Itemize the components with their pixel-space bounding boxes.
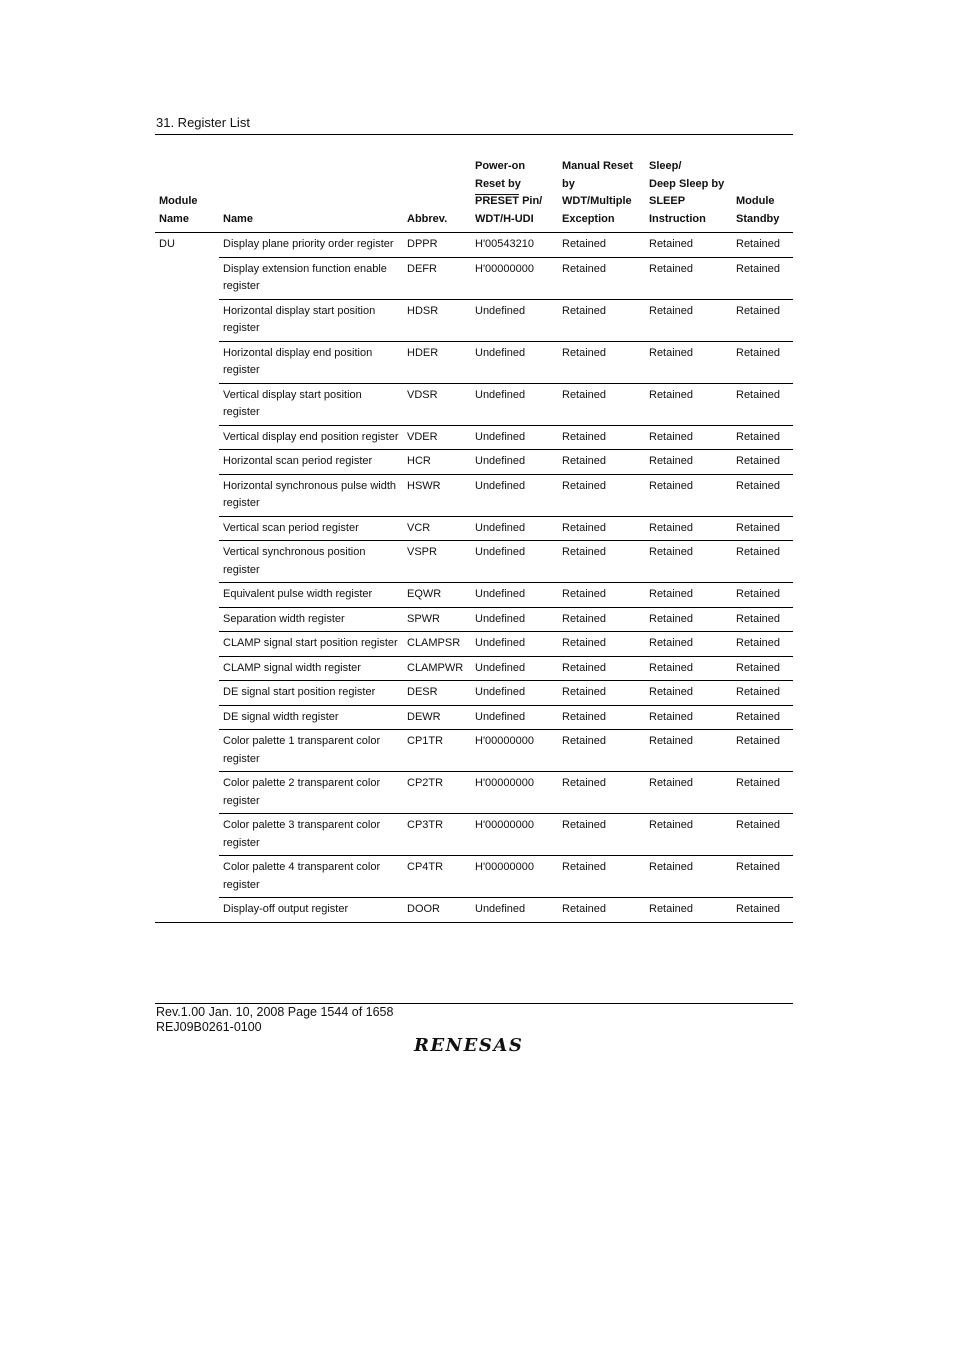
cell-module [155,705,219,730]
cell-manual-reset: Retained [558,730,645,772]
cell-module [155,257,219,299]
cell-abbrev: HCR [403,450,471,475]
table-row [155,516,793,541]
cell-sleep: Retained [645,607,732,632]
cell-module [155,383,219,425]
cell-power-on-reset: Undefined [471,583,558,608]
cell-name: CLAMP signal width register [219,656,403,681]
cell-name: DE signal width register [219,705,403,730]
cell-abbrev: DEFR [403,257,471,299]
cell-module-standby: Retained [732,730,793,772]
cell-sleep: Retained [645,474,732,516]
cell-module-standby: Retained [732,474,793,516]
table-row [155,341,793,383]
header-manual-reset: Manual Reset by WDT/Multiple Exception [558,158,645,233]
cell-sleep: Retained [645,730,732,772]
cell-module-standby: Retained [732,299,793,341]
cell-module [155,856,219,898]
cell-module [155,656,219,681]
cell-power-on-reset: Undefined [471,474,558,516]
cell-module: DU [159,238,175,250]
cell-abbrev: VCR [403,516,471,541]
cell-manual-reset: Retained [558,856,645,898]
cell-manual-reset: Retained [558,516,645,541]
table-row [155,607,793,632]
cell-manual-reset: Retained [558,383,645,425]
cell-sleep: Retained [645,632,732,657]
cell-sleep: Retained [645,541,732,583]
cell-abbrev: DOOR [403,898,471,923]
cell-power-on-reset: Undefined [471,681,558,706]
cell-abbrev: HSWR [403,474,471,516]
cell-abbrev: VDSR [403,383,471,425]
footer-revision: Rev.1.00 Jan. 10, 2008 Page 1544 of 1658 [156,1005,394,1019]
section-header [155,114,793,135]
cell-module-standby: Retained [732,233,793,258]
cell-name: Equivalent pulse width register [219,583,403,608]
cell-module [155,730,219,772]
cell-module [155,425,219,450]
cell-abbrev: EQWR [403,583,471,608]
register-table [155,158,793,923]
cell-power-on-reset: Undefined [471,898,558,923]
cell-name: Color palette 1 transparent color register [219,730,403,772]
renesas-logo-mark [412,1033,542,1057]
cell-module-standby: Retained [732,383,793,425]
cell-power-on-reset: Undefined [471,425,558,450]
cell-abbrev: CLAMPWR [403,656,471,681]
cell-name: Vertical display end position register [219,425,403,450]
cell-abbrev: VSPR [403,541,471,583]
cell-power-on-reset: H'00000000 [471,257,558,299]
cell-abbrev: CP2TR [403,772,471,814]
cell-name: DE signal start position register [219,681,403,706]
header-sleep: Sleep/ Deep Sleep by SLEEP Instruction [645,158,732,233]
table-row [155,856,793,898]
cell-power-on-reset: Undefined [471,705,558,730]
cell-manual-reset: Retained [558,474,645,516]
cell-module-standby: Retained [732,257,793,299]
cell-module [155,541,219,583]
cell-module [155,632,219,657]
table-row [155,299,793,341]
table-header-row [155,158,793,233]
cell-module [155,474,219,516]
table-row [155,681,793,706]
cell-sleep: Retained [645,299,732,341]
cell-name: Vertical display start position register [219,383,403,425]
table-row [155,705,793,730]
cell-power-on-reset: H'00543210 [471,233,558,258]
cell-module-standby: Retained [732,814,793,856]
cell-sleep: Retained [645,257,732,299]
cell-manual-reset: Retained [558,681,645,706]
header-module-name: Module Name [155,158,219,233]
table-row [155,632,793,657]
cell-module [155,516,219,541]
cell-power-on-reset: Undefined [471,516,558,541]
cell-name: Display-off output register [219,898,403,923]
cell-sleep: Retained [645,681,732,706]
header-power-on-reset: Power-on Reset by PRESET Pin/ WDT/H-UDI [471,158,558,233]
cell-name: Color palette 4 transparent color register [219,856,403,898]
cell-abbrev: CP3TR [403,814,471,856]
cell-power-on-reset: Undefined [471,632,558,657]
renesas-logo [412,1033,542,1057]
table-row [155,425,793,450]
cell-name: Vertical scan period register [219,516,403,541]
table-row [155,730,793,772]
header-module-standby: Module Standby [732,158,793,233]
cell-sleep: Retained [645,898,732,923]
cell-abbrev: CP4TR [403,856,471,898]
cell-module-standby: Retained [732,516,793,541]
cell-manual-reset: Retained [558,450,645,475]
cell-module-standby: Retained [732,607,793,632]
cell-manual-reset: Retained [558,656,645,681]
section-title: 31. Register List [156,115,250,130]
cell-power-on-reset: Undefined [471,450,558,475]
cell-sleep: Retained [645,341,732,383]
cell-sleep: Retained [645,856,732,898]
cell-name: Vertical synchronous position register [219,541,403,583]
cell-sleep: Retained [645,383,732,425]
cell-power-on-reset: Undefined [471,656,558,681]
cell-power-on-reset: H'00000000 [471,856,558,898]
cell-manual-reset: Retained [558,299,645,341]
table-row [155,450,793,475]
cell-sleep: Retained [645,583,732,608]
cell-sleep: Retained [645,450,732,475]
cell-module-standby: Retained [732,656,793,681]
table-row [155,583,793,608]
cell-sleep: Retained [645,705,732,730]
cell-module [155,681,219,706]
cell-name: Horizontal display end position register [219,341,403,383]
cell-module-standby: Retained [732,583,793,608]
cell-abbrev: VDER [403,425,471,450]
table-row [155,474,793,516]
cell-manual-reset: Retained [558,425,645,450]
table-row [155,772,793,814]
cell-abbrev: CLAMPSR [403,632,471,657]
cell-manual-reset: Retained [558,814,645,856]
table-body [155,233,793,923]
cell-name: Horizontal scan period register [219,450,403,475]
table-row [155,656,793,681]
cell-power-on-reset: H'00000000 [471,772,558,814]
table-row [155,233,793,258]
cell-module-standby: Retained [732,341,793,383]
cell-manual-reset: Retained [558,257,645,299]
cell-module-standby: Retained [732,772,793,814]
table-row [155,383,793,425]
cell-module [155,814,219,856]
cell-name: Display extension function enable register [219,257,403,299]
cell-module-standby: Retained [732,450,793,475]
cell-power-on-reset: H'00000000 [471,730,558,772]
cell-power-on-reset: H'00000000 [471,814,558,856]
cell-manual-reset: Retained [558,541,645,583]
cell-module-standby: Retained [732,425,793,450]
cell-name: Display plane priority order register [219,233,403,258]
cell-module-standby: Retained [732,681,793,706]
cell-power-on-reset: Undefined [471,299,558,341]
cell-abbrev: HDER [403,341,471,383]
cell-manual-reset: Retained [558,898,645,923]
cell-sleep: Retained [645,772,732,814]
cell-power-on-reset: Undefined [471,341,558,383]
cell-sleep: Retained [645,814,732,856]
preset-pin-label: PRESET [475,195,520,207]
cell-module [155,583,219,608]
cell-manual-reset: Retained [558,772,645,814]
cell-name: Horizontal synchronous pulse width register [219,474,403,516]
header-name: Name [219,158,403,233]
cell-manual-reset: Retained [558,233,645,258]
cell-name: Horizontal display start position register [219,299,403,341]
table-row [155,814,793,856]
cell-module-standby: Retained [732,632,793,657]
cell-abbrev: SPWR [403,607,471,632]
cell-sleep: Retained [645,233,732,258]
cell-manual-reset: Retained [558,632,645,657]
svg-text:RENESAS: RENESAS [414,1035,524,1056]
cell-manual-reset: Retained [558,705,645,730]
table-row [155,541,793,583]
cell-module [155,898,219,923]
footer-document-number: REJ09B0261-0100 [156,1020,262,1034]
cell-abbrev: DEWR [403,705,471,730]
cell-module [155,450,219,475]
cell-module [155,607,219,632]
cell-name: CLAMP signal start position register [219,632,403,657]
cell-power-on-reset: Undefined [471,607,558,632]
cell-module-standby: Retained [732,856,793,898]
cell-abbrev: HDSR [403,299,471,341]
table-row [155,257,793,299]
cell-power-on-reset: Undefined [471,541,558,583]
cell-module [155,772,219,814]
cell-module-standby: Retained [732,541,793,583]
cell-name: Color palette 2 transparent color register [219,772,403,814]
cell-module [155,299,219,341]
cell-name: Color palette 3 transparent color register [219,814,403,856]
cell-sleep: Retained [645,425,732,450]
cell-module-standby: Retained [732,705,793,730]
footer-divider [155,1003,793,1004]
cell-manual-reset: Retained [558,607,645,632]
cell-abbrev: DPPR [403,233,471,258]
cell-module-standby: Retained [732,898,793,923]
cell-module [155,341,219,383]
cell-abbrev: DESR [403,681,471,706]
cell-power-on-reset: Undefined [471,383,558,425]
cell-manual-reset: Retained [558,341,645,383]
cell-name: Separation width register [219,607,403,632]
table-row [155,898,793,923]
cell-manual-reset: Retained [558,583,645,608]
cell-sleep: Retained [645,516,732,541]
cell-abbrev: CP1TR [403,730,471,772]
cell-sleep: Retained [645,656,732,681]
header-abbrev: Abbrev. [403,158,471,233]
